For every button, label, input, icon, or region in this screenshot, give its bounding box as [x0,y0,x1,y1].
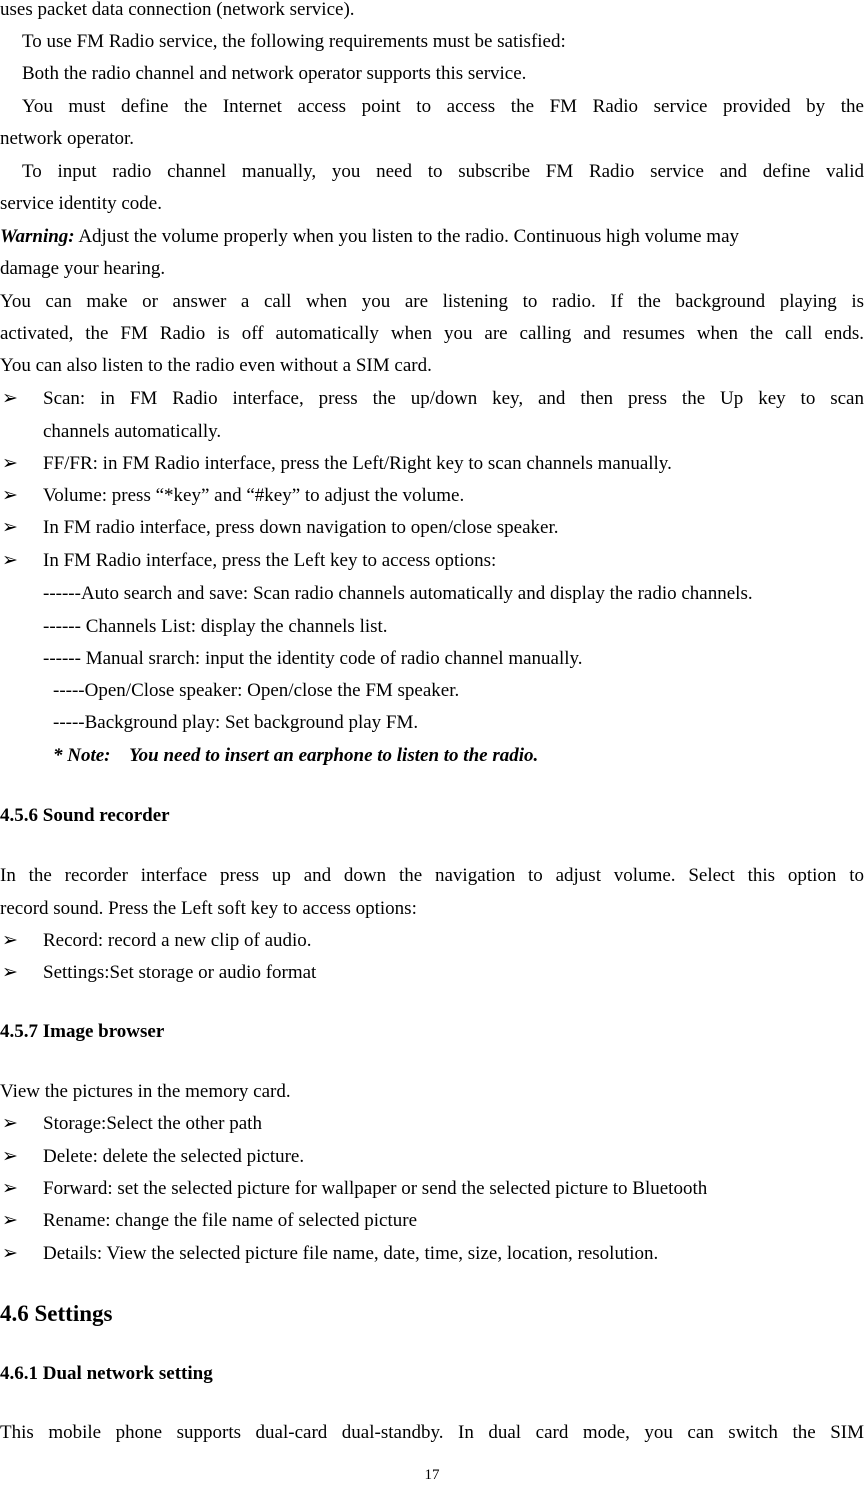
warning-paragraph [0,225,864,249]
paragraph: You must define the Internet access point to access the FM Radio service provided by the [22,96,864,117]
warning-label: Warning: [0,226,75,247]
bullet-arrow-icon: ➢ [2,962,18,983]
note: * Note: You need to insert an earphone to listen to the radio. [53,745,539,766]
section-heading: 4.5.6 Sound recorder [0,805,170,826]
bullet-arrow-icon: ➢ [2,1113,18,1134]
paragraph: You can make or answer a call when you are listening to radio. If the background playing is [0,291,864,312]
bullet-arrow-icon: ➢ [2,930,18,951]
option-line: ------ Manual srarch: input the identity code of radio channel manually. [43,648,583,669]
bullet-arrow-icon: ➢ [2,1210,18,1231]
paragraph: uses packet data connection (network service). [0,0,355,20]
bullet-arrow-icon: ➢ [2,1243,18,1264]
paragraph: Both the radio channel and network operator supports this service. [22,63,527,84]
bullet-arrow-icon: ➢ [2,485,18,506]
paragraph: View the pictures in the memory card. [0,1081,291,1102]
paragraph: activated, the FM Radio is off automatically when you are calling and resumes when the call ends. [0,323,864,344]
bullet-arrow-icon: ➢ [2,1178,18,1199]
paragraph: In the recorder interface press up and down the navigation to adjust volume. Select this option to [0,865,864,886]
paragraph: record sound. Press the Left soft key to access options: [0,898,417,919]
bullet-arrow-icon: ➢ [2,517,18,538]
paragraph: damage your hearing. [0,258,166,279]
paragraph: To use FM Radio service, the following requirements must be satisfied: [22,31,566,52]
paragraph: service identity code. [0,193,162,214]
paragraph: You can also listen to the radio even without a SIM card. [0,355,432,376]
bullet-arrow-icon: ➢ [2,453,18,474]
list-item-continuation: channels automatically. [43,421,222,442]
warning-text: Adjust the volume properly when you listen to the radio. Continuous high volume may [74,226,740,247]
section-heading: 4.5.7 Image browser [0,1021,165,1042]
option-line: -----Open/Close speaker: Open/close the FM speaker. [53,680,460,701]
option-line: -----Background play: Set background play FM. [53,712,419,733]
chapter-heading: 4.6 Settings [0,1301,113,1326]
bullet-arrow-icon: ➢ [2,388,18,409]
page-number: 17 [424,1467,440,1483]
paragraph: To input radio channel manually, you need to subscribe FM Radio service and define valid [22,161,864,182]
bullet-arrow-icon: ➢ [2,550,18,571]
section-heading: 4.6.1 Dual network setting [0,1363,213,1384]
option-line: ------Auto search and save: Scan radio channels automatically and display the radio channels. [43,583,753,604]
paragraph: This mobile phone supports dual-card dual-standby. In dual card mode, you can switch the SIM [0,1422,864,1443]
bullet-arrow-icon: ➢ [2,1146,18,1167]
paragraph: network operator. [0,128,135,149]
option-line: ------ Channels List: display the channels list. [43,616,388,637]
